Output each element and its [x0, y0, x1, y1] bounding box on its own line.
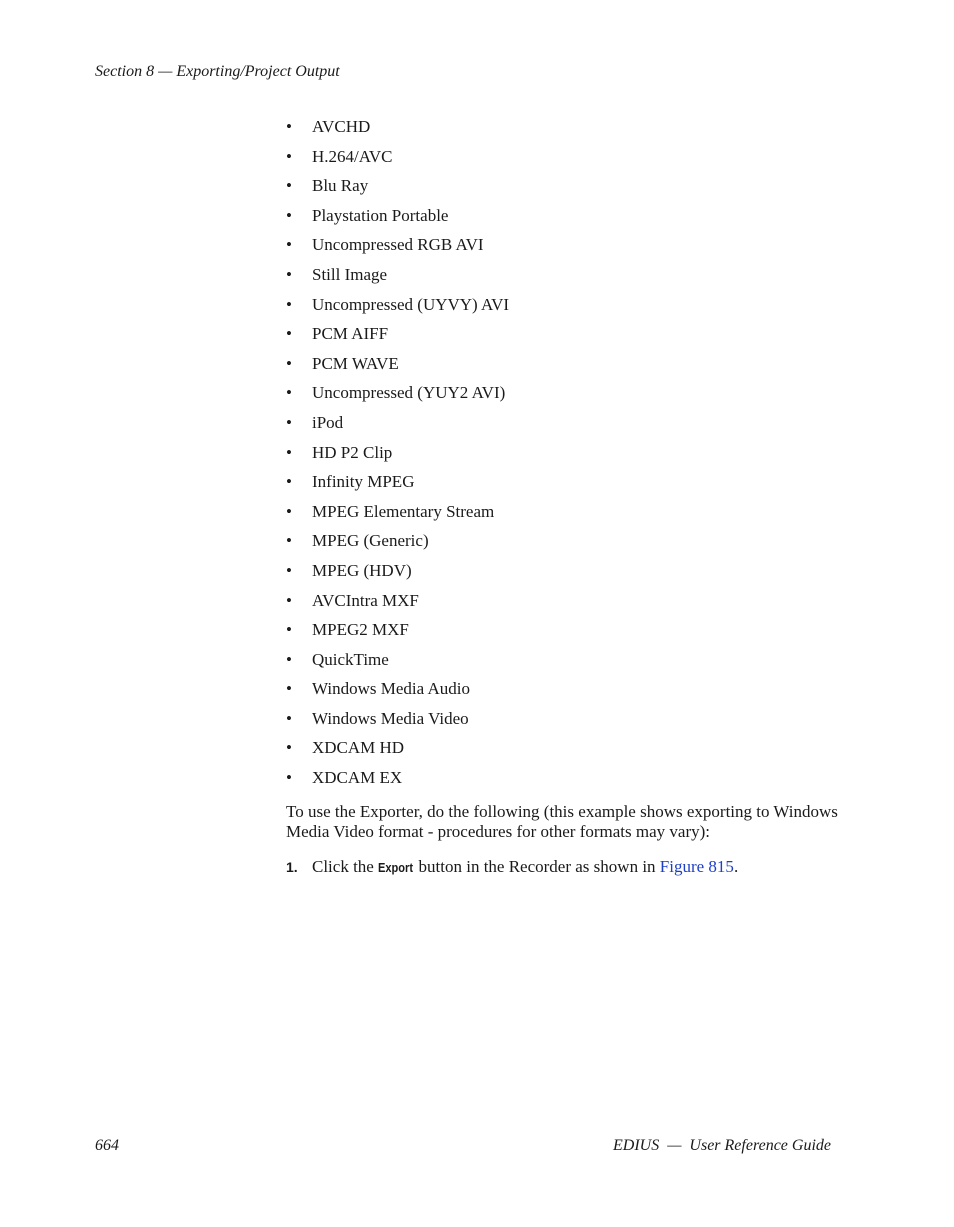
bullet-icon: • [286, 235, 292, 255]
bullet-icon: • [286, 442, 292, 462]
step-prefix: Click the [312, 857, 379, 876]
bullet-icon: • [286, 590, 292, 610]
list-item [286, 619, 509, 649]
format-name: iPod [312, 412, 344, 432]
bullet-icon: • [286, 649, 292, 669]
intro-paragraph: To use the Exporter, do the following (this example shows exporting to Windows Media Video format - procedures for other formats may vary): [286, 802, 838, 841]
format-name: AVCHD [312, 117, 371, 136]
export-button-name: Export [378, 860, 414, 875]
step-middle: button in the Recorder as shown in [414, 857, 660, 876]
format-list [286, 116, 509, 797]
bullet-icon: • [286, 294, 292, 314]
list-item [286, 353, 509, 383]
figure-815-link[interactable]: Figure 815 [659, 857, 734, 876]
guide-title: EDIUS — User Reference Guide [612, 1137, 831, 1154]
list-item [286, 560, 509, 590]
format-name: H.264/AVC [312, 146, 393, 166]
list-item [286, 234, 509, 264]
bullet-icon: • [286, 353, 292, 373]
bullet-icon: • [286, 768, 292, 788]
section-header: Section 8 — Exporting/Project Output [95, 63, 340, 80]
format-name: PCM WAVE [312, 353, 399, 373]
step-1 [286, 856, 738, 879]
bullet-icon: • [286, 708, 292, 728]
list-item [286, 294, 509, 324]
format-name: MPEG (HDV) [312, 560, 412, 580]
list-item [286, 530, 509, 560]
list-item [286, 442, 509, 472]
format-name: Still Image [312, 264, 388, 284]
list-item [286, 737, 509, 767]
format-name: Uncompressed (YUY2 AVI) [312, 383, 506, 403]
format-name: XDCAM EX [312, 768, 403, 788]
list-item [286, 116, 509, 146]
bullet-icon: • [286, 472, 292, 492]
format-name: AVCIntra MXF [312, 590, 419, 610]
bullet-icon: • [286, 383, 292, 403]
format-name: Infinity MPEG [312, 472, 415, 492]
format-name: Windows Media Video [312, 708, 469, 728]
bullet-icon: • [286, 264, 292, 284]
bullet-icon: • [286, 738, 292, 758]
bullet-icon: • [286, 679, 292, 699]
list-item [286, 501, 509, 531]
format-name: MPEG Elementary Stream [312, 501, 495, 521]
format-name: Blu Ray [312, 176, 369, 196]
list-item [286, 471, 509, 501]
list-item [286, 590, 509, 620]
list-item [286, 323, 509, 353]
bullet-icon: • [286, 620, 292, 640]
bullet-icon: • [286, 176, 292, 196]
format-name: PCM AIFF [312, 324, 389, 344]
format-name: HD P2 Clip [312, 442, 393, 462]
list-item [286, 205, 509, 235]
list-item [286, 649, 509, 679]
list-item [286, 412, 509, 442]
bullet-icon: • [286, 205, 292, 225]
format-name: QuickTime [312, 649, 389, 669]
list-item [286, 146, 509, 176]
list-item [286, 708, 509, 738]
format-name: MPEG2 MXF [312, 620, 409, 640]
step-text [286, 857, 738, 876]
list-item [286, 767, 509, 797]
bullet-icon: • [286, 531, 292, 551]
format-name: MPEG (Generic) [312, 531, 429, 551]
page-number: 664 [95, 1137, 119, 1154]
list-item [286, 678, 509, 708]
list-item [286, 264, 509, 294]
format-name: Uncompressed (UYVY) AVI [312, 294, 510, 314]
list-item [286, 175, 509, 205]
format-name: Windows Media Audio [312, 679, 470, 699]
bullet-icon: • [286, 324, 292, 344]
format-name: XDCAM HD [312, 738, 405, 758]
bullet-icon: • [286, 117, 292, 136]
step-number: 1. [286, 859, 298, 875]
bullet-icon: • [286, 146, 292, 166]
step-suffix: . [733, 857, 739, 876]
bullet-icon: • [286, 560, 292, 580]
bullet-icon: • [286, 501, 292, 521]
format-name: Playstation Portable [312, 205, 449, 225]
bullet-icon: • [286, 412, 292, 432]
format-name: Uncompressed RGB AVI [312, 235, 484, 255]
list-item [286, 382, 509, 412]
